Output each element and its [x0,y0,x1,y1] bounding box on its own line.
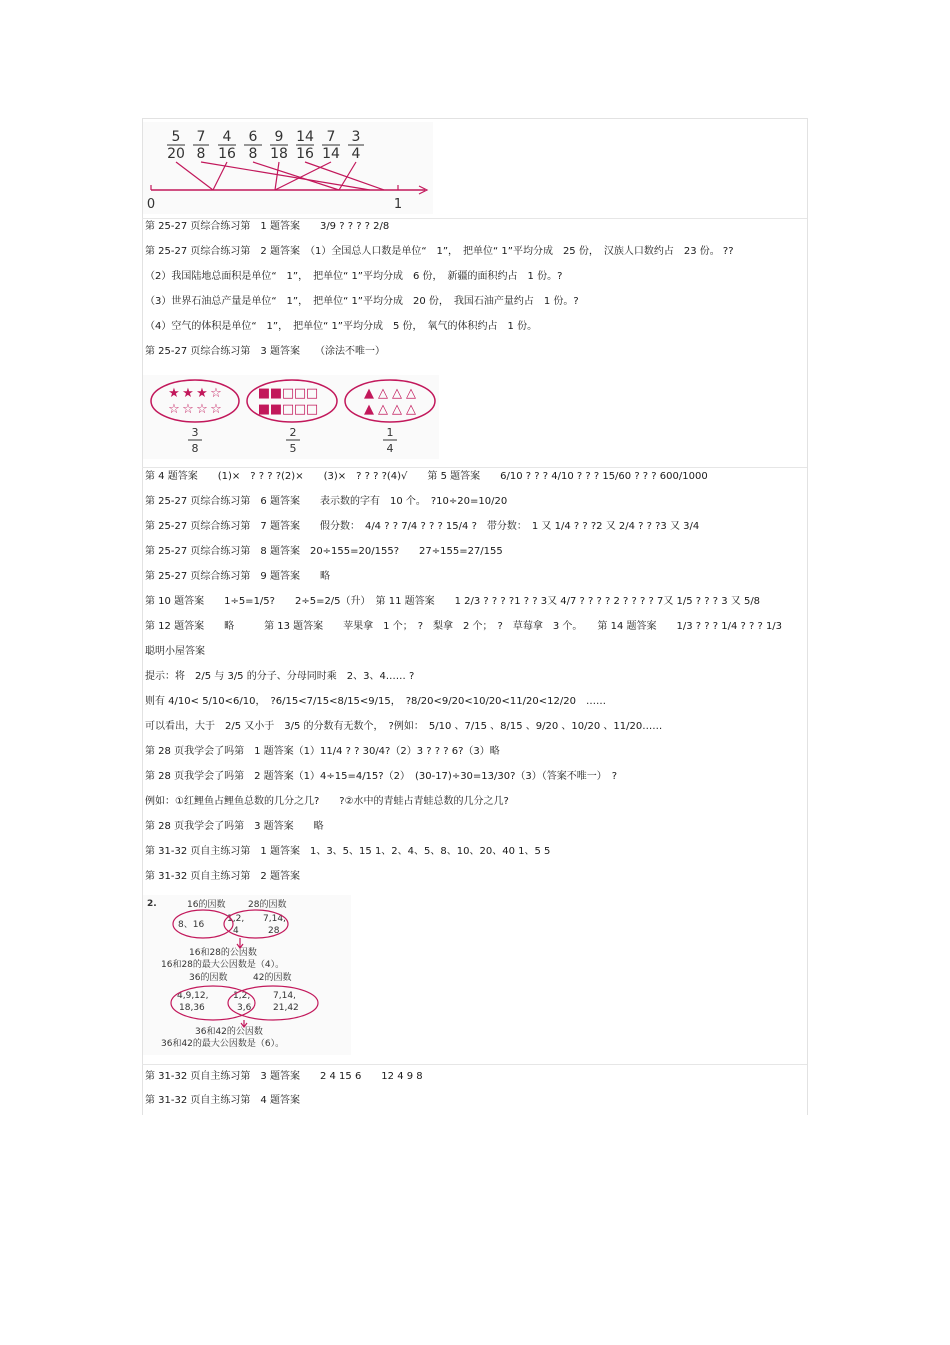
fraction-denominator: 5 [289,442,297,455]
square-outline-icon: □ [305,386,319,401]
answer-line: 第 28 页我学会了吗第 2 题答案（1）4÷15=4/15?（2） (30-17)÷30=13/30?（3）（答案不唯一） ? [145,771,618,782]
fraction-numerator: 3 [191,426,199,439]
square-icon: ■ [269,402,283,417]
answer-line: 第 25-27 页综合练习第 2 题答案 （1）全国总人口数是单位“ 1”， 把单位“ 1”平均分成 25 份， 汉族人口数约占 23 份。 ?? [145,246,734,257]
star-outline-icon: ☆ [210,402,222,417]
answer-line: 例如：①红鲤鱼占鲤鱼总数的几分之几? ?②水中的青蛙占青蛙总数的几分之几? [145,796,509,807]
fraction-denominator: 8 [196,146,206,162]
fraction-numerator: 14 [296,129,314,145]
triangle-outline-icon: △ [392,402,402,417]
square-outline-icon: □ [281,386,295,401]
fraction-numerator: 3 [351,129,361,145]
answer-line: 第 31-32 页自主练习第 3 题答案 2 4 15 6 12 4 9 8 [145,1071,423,1082]
fraction-numerator: 2 [289,426,297,439]
square-icon: ■ [257,402,271,417]
factor-values: 8、16 [178,920,205,930]
factor-values: 1,2, [227,914,245,924]
answer-line: 第 25-27 页综合练习第 9 题答案 略 [145,571,330,582]
answer-line: 第 10 题答案 1÷5=1/5? 2÷5=2/5（升） 第 11 题答案 1 2/3 ? ? ? ?1 ? ? 3又 4/7 ? ? ? ? 2 ? ? ? ? 7又 1/5 ? ? ? 3 又 5/8 [145,596,761,607]
answer-line: 第 31-32 页自主练习第 4 题答案 [145,1095,300,1106]
factor-values: 4,9,12, [177,991,209,1001]
factor-values: 21,42 [273,1003,299,1013]
fraction-denominator: 8 [248,146,258,162]
answer-line: 第 25-27 页综合练习第 8 题答案 20÷155=20/155? 27÷155=27/155 [145,546,503,557]
fraction-denominator: 14 [322,146,340,162]
answer-line: 第 25-27 页综合练习第 3 题答案 （涂法不唯一） [145,346,385,357]
factor-values: 7,14, [263,914,286,924]
set-label: 28的因数 [248,900,287,910]
triangle-outline-icon: △ [378,386,388,401]
star-outline-icon: ☆ [196,402,208,417]
set-label: 36的因数 [189,973,228,983]
common-factor-label: 16和28的公因数 [189,948,257,958]
question-number: 2. [147,899,157,909]
fraction-denominator: 4 [386,442,394,455]
shapes-figure [143,375,439,459]
fraction-denominator: 4 [351,146,361,162]
factor-values: 7,14, [273,991,296,1001]
fraction-numerator: 1 [386,426,394,439]
factors-svg [143,895,351,1055]
answer-line: 可以看出，大于 2/5 又小于 3/5 的分数有无数个， ?例如： 5/10 、7/15 、8/15 、9/20 、10/20 、11/20…… [145,721,663,732]
factor-values: 4 [233,926,239,936]
answer-line: 提示：将 2/5 与 3/5 的分子、分母同时乘 2、3、4…… ? [145,671,415,682]
axis-end-label: 1 [393,197,403,212]
star-icon: ★ [168,386,180,401]
answer-line: （3）世界石油总产量是单位“ 1”， 把单位“ 1”平均分成 20 份， 我国石油产量约占 1 份。? [145,296,579,307]
triangle-outline-icon: △ [406,402,416,417]
factor-values: 18,36 [179,1003,205,1013]
number-line-figure [143,122,433,214]
star-outline-icon: ☆ [168,402,180,417]
answer-line: 第 31-32 页自主练习第 2 题答案 [145,871,300,882]
factor-values: 28 [268,926,280,936]
answer-line: 第 25-27 页综合练习第 7 题答案 假分数： 4/4 ? ? 7/4 ? ? ? 15/4 ? 带分数： 1 又 1/4 ? ? ?2 又 2/4 ? ? ?3 又 3/4 [145,521,700,532]
triangle-icon: ▲ [364,402,374,417]
answer-line: 第 31-32 页自主练习第 1 题答案 1、3、5、15 1、2、4、5、8、10、20、40 1、5 5 [145,846,551,857]
divider [142,467,807,468]
answer-line: 第 28 页我学会了吗第 1 题答案（1）11/4 ? ? 30/4?（2）3 ? ? ? 6?（3）略 [145,746,500,757]
triangle-outline-icon: △ [392,386,402,401]
answer-text: 36和42的最大公因数是（6）。 [161,1039,285,1049]
number-line-svg [143,122,433,214]
shapes-svg [143,375,439,459]
fraction-numerator: 7 [326,129,336,145]
fraction-numerator: 4 [222,129,232,145]
fraction-numerator: 7 [196,129,206,145]
answer-line: 第 28 页我学会了吗第 3 题答案 略 [145,821,324,832]
star-icon: ★ [182,386,194,401]
divider [142,1064,807,1065]
factor-values: 1,2, [233,991,251,1001]
set-label: 42的因数 [253,973,292,983]
star-outline-icon: ☆ [182,402,194,417]
fraction-denominator: 16 [218,146,236,162]
section-heading: 聪明小屋答案 [145,646,205,657]
answer-line: 第 25-27 页综合练习第 1 题答案 3/9 ? ? ? ? 2/8 [145,221,390,232]
answer-line: 第 12 题答案 略 第 13 题答案 苹果拿 1 个； ? 梨拿 2 个； ? 草莓拿 3 个。 第 14 题答案 1/3 ? ? ? 1/4 ? ? ? 1/3 [145,621,783,632]
fraction-denominator: 20 [167,146,185,162]
square-outline-icon: □ [305,402,319,417]
set-label: 16的因数 [187,900,226,910]
star-outline-icon: ☆ [210,386,222,401]
factors-figure [143,895,351,1055]
star-icon: ★ [196,386,208,401]
answer-line: 第 4 题答案 (1)× ? ? ? ?(2)× (3)× ? ? ? ?(4)√ 第 5 题答案 6/10 ? ? ? 4/10 ? ? ? 15/60 ? ? ? 600/1000 [145,471,708,482]
answer-line: （2）我国陆地总面积是单位“ 1”， 把单位“ 1”平均分成 6 份， 新疆的面积约占 1 份。? [145,271,563,282]
fraction-numerator: 5 [171,129,181,145]
triangle-outline-icon: △ [406,386,416,401]
fraction-denominator: 18 [270,146,288,162]
square-outline-icon: □ [293,402,307,417]
square-icon: ■ [269,386,283,401]
fraction-denominator: 16 [296,146,314,162]
answer-text: 16和28的最大公因数是（4）。 [161,960,285,970]
answer-line: 第 25-27 页综合练习第 6 题答案 表示数的字有 10 个。 ?10÷20=10/20 [145,496,508,507]
fraction-numerator: 9 [274,129,284,145]
triangle-outline-icon: △ [378,402,388,417]
triangle-icon: ▲ [364,386,374,401]
fraction-numerator: 6 [248,129,258,145]
answer-line: （4）空气的体积是单位“ 1”， 把单位“ 1”平均分成 5 份， 氧气的体积约占 1 份。 [145,321,538,332]
answer-line: 则有 4/10< 5/10<6/10， ?6/15<7/15<8/15<9/15， ?8/20<9/20<10/20<11/20<12/20 …… [145,696,606,707]
axis-start-label: 0 [146,197,156,212]
square-icon: ■ [257,386,271,401]
divider [142,218,807,219]
square-outline-icon: □ [293,386,307,401]
square-outline-icon: □ [281,402,295,417]
factor-values: 3,6 [237,1003,252,1013]
common-factor-label: 36和42的公因数 [195,1027,263,1037]
fraction-denominator: 8 [191,442,199,455]
